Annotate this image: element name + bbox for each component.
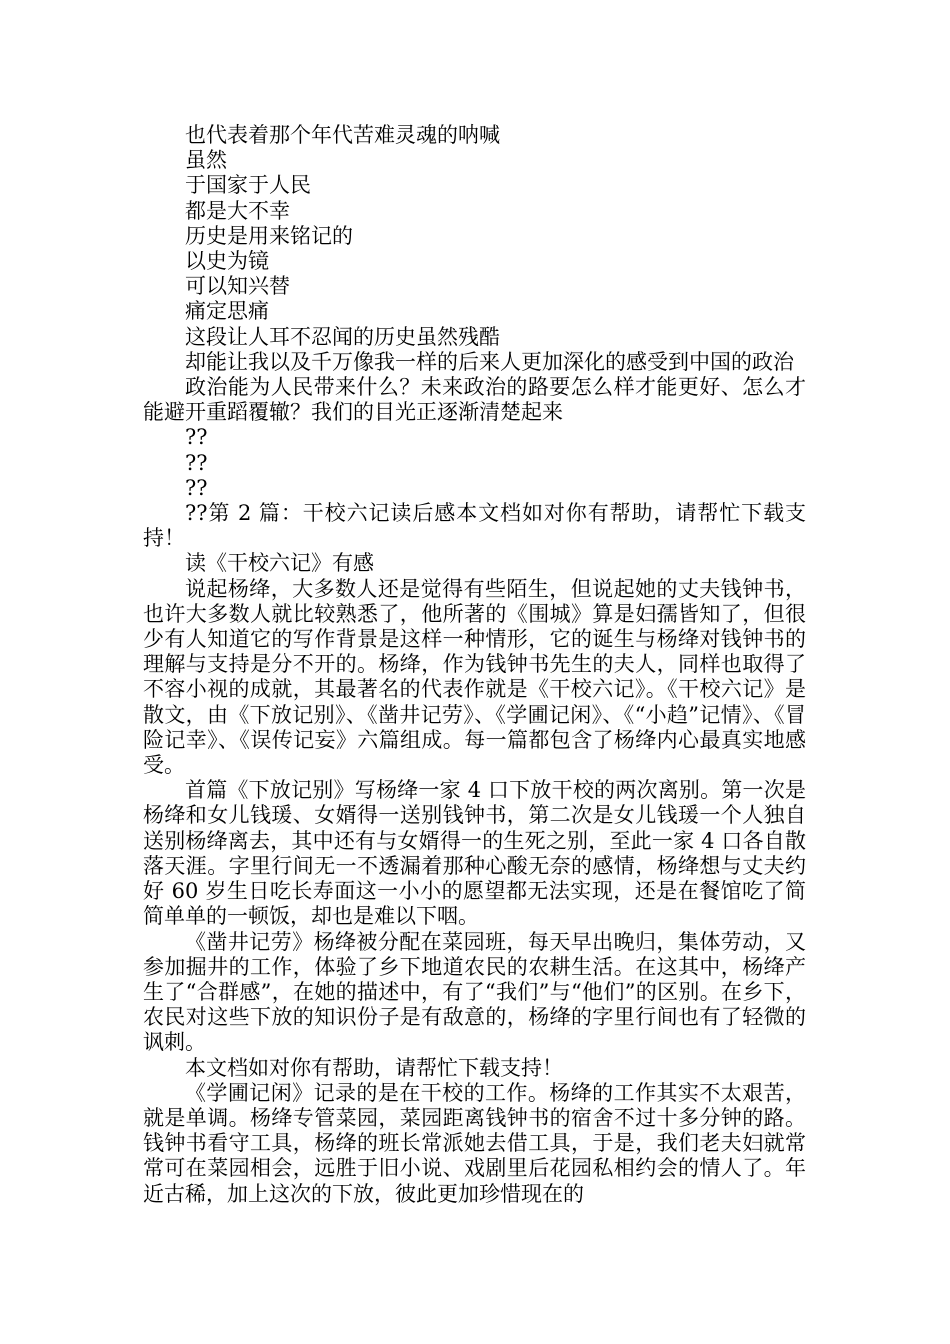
download-notice: 本文档如对你有帮助，请帮忙下载支持！	[185, 1055, 563, 1080]
paragraph: 政治能为人民带来什么？未来政治的路要怎么样才能更好、怎么才能避开重蹈覆辙？我们的目光正逐渐清楚起来	[143, 375, 806, 425]
text-line: ??	[185, 425, 208, 450]
text-line: 历史是用来铭记的	[185, 223, 353, 248]
paragraph: 《学圃记闲》记录的是在干校的工作。杨绛的工作其实不太艰苦，就是单调。杨绛专管菜园，菜园距离钱钟书的宿舍不过十多分钟的路。钱钟书看守工具，杨绛的班长常派她去借工具，于是，我们老夫妇就常常可在菜园相会，远胜于旧小说、戏剧里后花园私相约会的情人了。年近古稀，加上这次的下放，彼此更加珍惜现在的	[143, 1080, 806, 1206]
text-line: 可以知兴替	[185, 274, 290, 299]
paragraph: 首篇《下放记别》写杨绛一家 4 口下放干校的两次离别。第一次是杨绛和女儿钱瑗、女婿得一送别钱钟书，第二次是女儿钱瑗一个人独自送别杨绛离去，其中还有与女婿得一的生死之别，至此一家 4 口各自散落天涯。字里行间无一不透漏着那种心酸无奈的感情，杨绛想与丈夫约好 60 岁生日吃长寿面这一小小的愿望都无法实现，还是在餐馆吃了简简单单的一顿饭，却也是难以下咽。	[143, 778, 806, 929]
text-line: 也代表着那个年代苦难灵魂的呐喊	[185, 123, 500, 147]
document-body	[143, 123, 806, 1207]
paragraph: 说起杨绛，大多数人还是觉得有些陌生，但说起她的丈夫钱钟书，也许大多数人就比较熟悉了，他所著的《围城》算是妇孺皆知了，但很少有人知道它的写作背景是这样一种情形，它的诞生与杨绛对钱钟书的理解与支持是分不开的。杨绛，作为钱钟书先生的夫人，同样也取得了不容小视的成就，其最著名的代表作就是《干校六记》。《干校六记》是散文，由《下放记别》、《凿井记劳》、《学圃记闲》、《“小趋”记情》、《冒险记幸》、《误传记妄》六篇组成。每一篇都包含了杨绛内心最真实地感受。	[143, 576, 806, 778]
text-line: ??	[185, 450, 208, 475]
text-line: ??	[185, 475, 208, 500]
text-line: 以史为镜	[185, 249, 269, 274]
text-line: 都是大不幸	[185, 198, 290, 223]
article-title: 读《干校六记》有感	[185, 551, 374, 576]
paragraph: 《凿井记劳》杨绛被分配在菜园班，每天早出晚归，集体劳动，又参加掘井的工作，体验了乡下地道农民的农耕生活。在这其中，杨绛产生了“合群感”，在她的描述中，有了“我们”与“他们”的区别。在乡下，农民对这些下放的知识份子是有敌意的，杨绛的字里行间也有了轻微的讽刺。	[143, 929, 806, 1055]
text-line: 虽然	[185, 148, 227, 173]
paragraph: 却能让我以及千万像我一样的后来人更加深化的感受到中国的政治	[185, 349, 794, 374]
text-line: 于国家于人民	[185, 173, 311, 198]
text-line: 这段让人耳不忍闻的历史虽然残酷	[185, 324, 500, 349]
section-heading: ??第 2 篇：干校六记读后感本文档如对你有帮助，请帮忙下载支持！	[143, 501, 806, 551]
text-line: 痛定思痛	[185, 299, 269, 324]
